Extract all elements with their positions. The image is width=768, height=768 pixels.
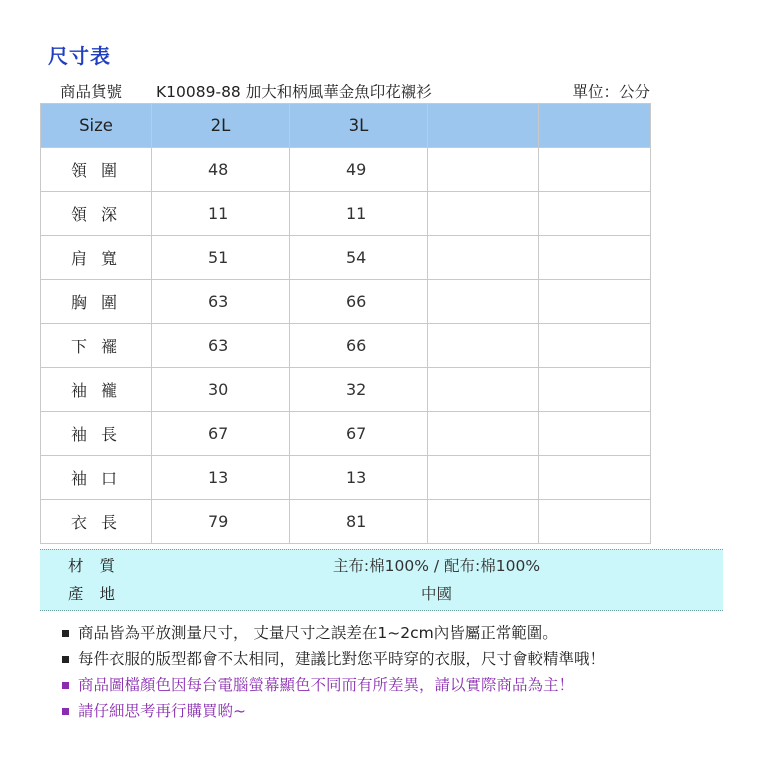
origin-label: 產地 bbox=[68, 585, 132, 603]
size-header: Size bbox=[41, 104, 152, 148]
cell-2l: 79 bbox=[152, 500, 290, 544]
cell-2l: 13 bbox=[152, 456, 290, 500]
row-label: 領圍 bbox=[41, 148, 152, 192]
note-item bbox=[62, 646, 605, 672]
note-text: 商品圖檔顏色因每台電腦螢幕顯色不同而有所差異，請以實際商品為主！ bbox=[78, 676, 575, 694]
unit-label: 單位：公分 bbox=[572, 83, 650, 101]
size-header-3l: 3L bbox=[290, 104, 428, 148]
cell-empty bbox=[539, 368, 651, 412]
material-label: 材質 bbox=[68, 557, 132, 575]
cell-2l: 63 bbox=[152, 280, 290, 324]
cell-empty bbox=[539, 236, 651, 280]
cell-empty bbox=[428, 456, 539, 500]
size-header-row bbox=[41, 104, 651, 148]
size-header-empty-1 bbox=[428, 104, 539, 148]
cell-empty bbox=[428, 148, 539, 192]
row-label: 領深 bbox=[41, 192, 152, 236]
cell-empty bbox=[428, 280, 539, 324]
row-label: 衣長 bbox=[41, 500, 152, 544]
cell-2l: 63 bbox=[152, 324, 290, 368]
cell-2l: 11 bbox=[152, 192, 290, 236]
cell-3l: 11 bbox=[290, 192, 428, 236]
product-code-name: K10089-88 加大和柄風華金魚印花襯衫 bbox=[156, 83, 432, 101]
note-text: 商品皆為平放測量尺寸， 丈量尺寸之誤差在1~2cm內皆屬正常範圍。 bbox=[78, 624, 558, 642]
cell-empty bbox=[428, 192, 539, 236]
cell-empty bbox=[428, 368, 539, 412]
cell-3l: 81 bbox=[290, 500, 428, 544]
cell-empty bbox=[539, 500, 651, 544]
cell-empty bbox=[539, 412, 651, 456]
product-code-label: 商品貨號 bbox=[60, 83, 123, 101]
cell-2l: 30 bbox=[152, 368, 290, 412]
cell-empty bbox=[539, 148, 651, 192]
table-row bbox=[41, 324, 651, 368]
note-text: 每件衣服的版型都會不太相同，建議比對您平時穿的衣服，尺寸會較精準哦！ bbox=[78, 650, 606, 668]
cell-3l: 13 bbox=[290, 456, 428, 500]
cell-3l: 54 bbox=[290, 236, 428, 280]
origin-row bbox=[40, 580, 723, 608]
cell-empty bbox=[539, 192, 651, 236]
note-item bbox=[62, 620, 605, 646]
table-row bbox=[41, 148, 651, 192]
size-header-2l: 2L bbox=[152, 104, 290, 148]
material-value: 主布:棉100% / 配布:棉100% bbox=[332, 557, 541, 575]
table-row bbox=[41, 368, 651, 412]
cell-2l: 67 bbox=[152, 412, 290, 456]
cell-empty bbox=[428, 500, 539, 544]
square-bullet-icon bbox=[62, 656, 69, 663]
notes-list bbox=[62, 620, 605, 724]
size-table bbox=[40, 103, 651, 544]
cell-3l: 32 bbox=[290, 368, 428, 412]
cell-empty bbox=[539, 280, 651, 324]
origin-value: 中國 bbox=[420, 585, 452, 603]
row-label: 袖長 bbox=[41, 412, 152, 456]
note-item bbox=[62, 672, 605, 698]
cell-empty bbox=[428, 324, 539, 368]
cell-empty bbox=[428, 236, 539, 280]
note-item bbox=[62, 698, 605, 724]
material-origin-panel bbox=[40, 549, 723, 611]
row-label: 胸圍 bbox=[41, 280, 152, 324]
cell-empty bbox=[539, 324, 651, 368]
cell-3l: 66 bbox=[290, 324, 428, 368]
cell-2l: 51 bbox=[152, 236, 290, 280]
page-title: 尺寸表 bbox=[48, 44, 111, 68]
row-label: 下襬 bbox=[41, 324, 152, 368]
row-label: 袖襱 bbox=[41, 368, 152, 412]
material-row bbox=[40, 552, 723, 580]
table-row bbox=[41, 192, 651, 236]
cell-empty bbox=[539, 456, 651, 500]
product-info bbox=[60, 80, 650, 102]
cell-empty bbox=[428, 412, 539, 456]
cell-3l: 66 bbox=[290, 280, 428, 324]
square-bullet-icon bbox=[62, 682, 69, 689]
cell-3l: 49 bbox=[290, 148, 428, 192]
note-text: 請仔細思考再行購買喲~ bbox=[78, 702, 246, 720]
size-header-empty-2 bbox=[539, 104, 651, 148]
row-label: 袖口 bbox=[41, 456, 152, 500]
cell-3l: 67 bbox=[290, 412, 428, 456]
square-bullet-icon bbox=[62, 708, 69, 715]
table-row bbox=[41, 280, 651, 324]
row-label: 肩寬 bbox=[41, 236, 152, 280]
table-row bbox=[41, 236, 651, 280]
square-bullet-icon bbox=[62, 630, 69, 637]
table-row bbox=[41, 412, 651, 456]
table-row bbox=[41, 456, 651, 500]
cell-2l: 48 bbox=[152, 148, 290, 192]
table-row bbox=[41, 500, 651, 544]
